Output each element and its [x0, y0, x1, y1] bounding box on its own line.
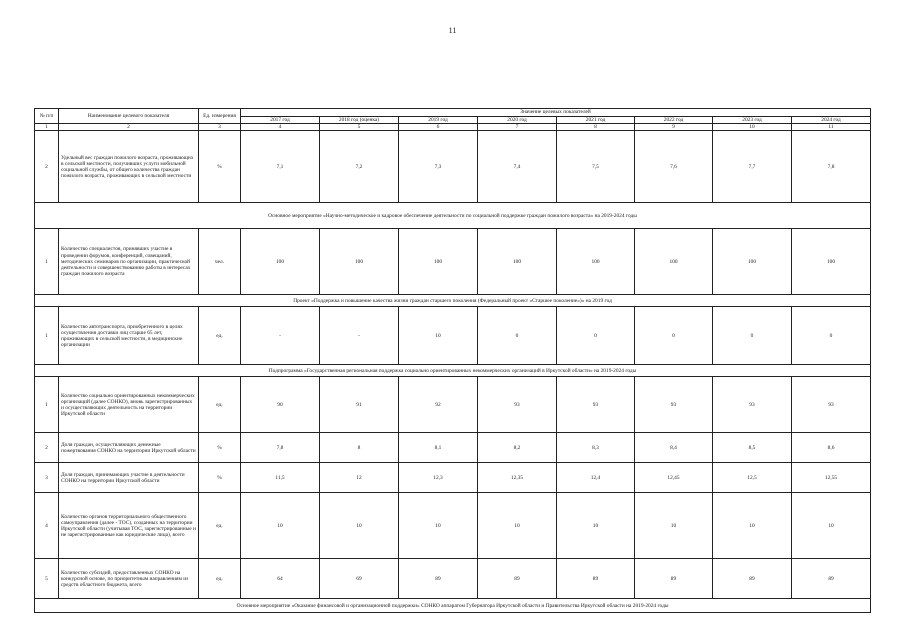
header-year: 2018 год (оценка): [320, 117, 399, 124]
table-header: [35, 109, 871, 131]
value-cell: 89: [635, 559, 713, 599]
section-title: Подпрограмма «Государственная региональная поддержка социально ориентированных некоммерческих организаций в Иркутской области» на 2019-2024 годы: [35, 365, 871, 377]
row-number: 1: [35, 229, 59, 295]
value-cell: 10: [478, 493, 557, 559]
value-cell: 100: [635, 229, 713, 295]
value-cell: 10: [792, 493, 871, 559]
value-cell: 93: [792, 377, 871, 433]
value-cell: 8,4: [635, 433, 713, 463]
header-num: № п/п: [35, 109, 59, 124]
unit-cell: чел.: [199, 229, 241, 295]
value-cell: 12,3: [399, 463, 478, 493]
column-number: 2: [59, 124, 199, 131]
header-name: Наименование целевого показателя: [59, 109, 199, 124]
column-number: 4: [241, 124, 320, 131]
value-cell: 7,3: [399, 131, 478, 203]
value-cell: 93: [557, 377, 635, 433]
value-cell: -: [320, 307, 399, 365]
header-year: 2022 год: [635, 117, 713, 124]
value-cell: 100: [792, 229, 871, 295]
unit-cell: %: [199, 433, 241, 463]
value-cell: 10: [557, 493, 635, 559]
table-row: [35, 463, 871, 493]
value-cell: 12,4: [557, 463, 635, 493]
value-cell: 8,5: [713, 433, 792, 463]
column-number: 3: [199, 124, 241, 131]
value-cell: 7,4: [478, 131, 557, 203]
header-year: 2024 год: [792, 117, 871, 124]
value-cell: 10: [241, 493, 320, 559]
value-cell: 12,5: [713, 463, 792, 493]
value-cell: 8,3: [557, 433, 635, 463]
value-cell: 0: [635, 307, 713, 365]
value-cell: 100: [557, 229, 635, 295]
header-year: 2019 год: [399, 117, 478, 124]
unit-cell: %: [199, 131, 241, 203]
value-cell: 12,45: [635, 463, 713, 493]
unit-cell: ед.: [199, 559, 241, 599]
value-cell: 0: [557, 307, 635, 365]
value-cell: 7,7: [713, 131, 792, 203]
value-cell: 0: [713, 307, 792, 365]
value-cell: 12,35: [478, 463, 557, 493]
table-row: [35, 307, 871, 365]
section-title: Проект «Поддержка и повышение качества жизни граждан старшего поколения (Федеральный проект «Старшее поколение»)» на 2019 год: [35, 295, 871, 307]
value-cell: 89: [399, 559, 478, 599]
value-cell: 12: [320, 463, 399, 493]
value-cell: 10: [713, 493, 792, 559]
value-cell: 7,6: [635, 131, 713, 203]
section-title: Основное мероприятие «Оказание финансовой и организационной поддержки» СОНКО аппаратом Губернатора Иркутской области и Правительства Иркутской области на 2019-2024 годы: [35, 599, 871, 613]
value-cell: 92: [399, 377, 478, 433]
section-row: [35, 599, 871, 613]
value-cell: 100: [320, 229, 399, 295]
row-number: 1: [35, 377, 59, 433]
indicator-name: Доля граждан, принимающих участие в деятельности СОНКО на территории Иркутской области: [59, 463, 199, 493]
value-cell: 10: [399, 493, 478, 559]
unit-cell: ед.: [199, 493, 241, 559]
value-cell: 69: [320, 559, 399, 599]
column-number: 5: [320, 124, 399, 131]
value-cell: 10: [635, 493, 713, 559]
indicator-name: Количество автотранспорта, приобретенного в целях осуществления доставки лиц старше 65 лет, проживающих в сельской местности, в медицинские организации: [59, 307, 199, 365]
value-cell: 12,55: [792, 463, 871, 493]
value-cell: 64: [241, 559, 320, 599]
value-cell: 89: [792, 559, 871, 599]
row-number: 3: [35, 463, 59, 493]
value-cell: 91: [320, 377, 399, 433]
unit-cell: %: [199, 463, 241, 493]
header-year: 2020 год: [478, 117, 557, 124]
indicator-name: Количество специалистов, принявших участие в проведении форумов, конференций, совещаний, методических семинаров по организации, практической деятельности и совершенствованию работы в интересах граждан пожилого возраста: [59, 229, 199, 295]
table-row: [35, 377, 871, 433]
value-cell: 100: [478, 229, 557, 295]
value-cell: 93: [478, 377, 557, 433]
value-cell: 7,2: [320, 131, 399, 203]
value-cell: 0: [478, 307, 557, 365]
header-year: 2021 год: [557, 117, 635, 124]
value-cell: 8: [320, 433, 399, 463]
header-unit: Ед. измерения: [199, 109, 241, 124]
indicator-name: Количество социально ориентированных некоммерческих организаций (далее СОНКО), вновь зарегистрированных и осуществляющих деятельность на территории Иркутской области: [59, 377, 199, 433]
indicator-name: Количество органов территориального общественного самоуправления (далее - ТОС), созданных на территории Иркутской области (учитывая ТОС, зарегистрированные и не зарегистрированные как юридические лица), всего: [59, 493, 199, 559]
table-row: [35, 433, 871, 463]
row-number: 1: [35, 307, 59, 365]
column-number: 9: [635, 124, 713, 131]
table-row: [35, 131, 871, 203]
value-cell: 11,5: [241, 463, 320, 493]
section-row: [35, 365, 871, 377]
value-cell: 93: [713, 377, 792, 433]
header-values-group: Значение целевых показателей: [241, 109, 871, 117]
value-cell: 8,2: [478, 433, 557, 463]
value-cell: 89: [713, 559, 792, 599]
unit-cell: ед.: [199, 307, 241, 365]
row-number: 2: [35, 131, 59, 203]
indicator-name: Удельный вес граждан пожилого возраста, проживающих в сельской местности, получивших услуги мобильной социальной службы, от общего количества граждан пожилого возраста, проживающих в сельской местности: [59, 131, 199, 203]
column-number: 7: [478, 124, 557, 131]
table-row: [35, 559, 871, 599]
value-cell: 90: [241, 377, 320, 433]
indicator-name: Доля граждан, осуществляющих денежные пожертвования СОНКО на территории Иркутской области: [59, 433, 199, 463]
indicator-name: Количество субсидий, предоставленных СОНКО на конкурсной основе, по приоритетным направлениям из средств областного бюджета, всего: [59, 559, 199, 599]
row-number: 2: [35, 433, 59, 463]
row-number: 4: [35, 493, 59, 559]
value-cell: 7,8: [792, 131, 871, 203]
value-cell: 89: [557, 559, 635, 599]
section-row: [35, 295, 871, 307]
value-cell: 8,1: [399, 433, 478, 463]
value-cell: 100: [399, 229, 478, 295]
section-title: Основное мероприятие «Научно-методическое и кадровое обеспечение деятельности по социальной поддержке граждан пожилого возраста» на 2019-2024 годы: [35, 203, 871, 229]
value-cell: 7,5: [557, 131, 635, 203]
row-number: 5: [35, 559, 59, 599]
column-number: 11: [792, 124, 871, 131]
column-number: 1: [35, 124, 59, 131]
value-cell: -: [241, 307, 320, 365]
value-cell: 89: [478, 559, 557, 599]
column-number: 8: [557, 124, 635, 131]
value-cell: 93: [635, 377, 713, 433]
column-number: 6: [399, 124, 478, 131]
value-cell: 10: [399, 307, 478, 365]
header-year: 2023 год: [713, 117, 792, 124]
value-cell: 100: [713, 229, 792, 295]
table-row: [35, 229, 871, 295]
value-cell: 100: [241, 229, 320, 295]
table-body: [35, 131, 871, 613]
unit-cell: ед.: [199, 377, 241, 433]
value-cell: 7,8: [241, 433, 320, 463]
page-number: 11: [448, 26, 457, 35]
table-row: [35, 493, 871, 559]
value-cell: 0: [792, 307, 871, 365]
header-year: 2017 год: [241, 117, 320, 124]
value-cell: 10: [320, 493, 399, 559]
value-cell: 8,6: [792, 433, 871, 463]
column-number: 10: [713, 124, 792, 131]
section-row: [35, 203, 871, 229]
target-indicators-table: [34, 108, 871, 613]
value-cell: 7,1: [241, 131, 320, 203]
